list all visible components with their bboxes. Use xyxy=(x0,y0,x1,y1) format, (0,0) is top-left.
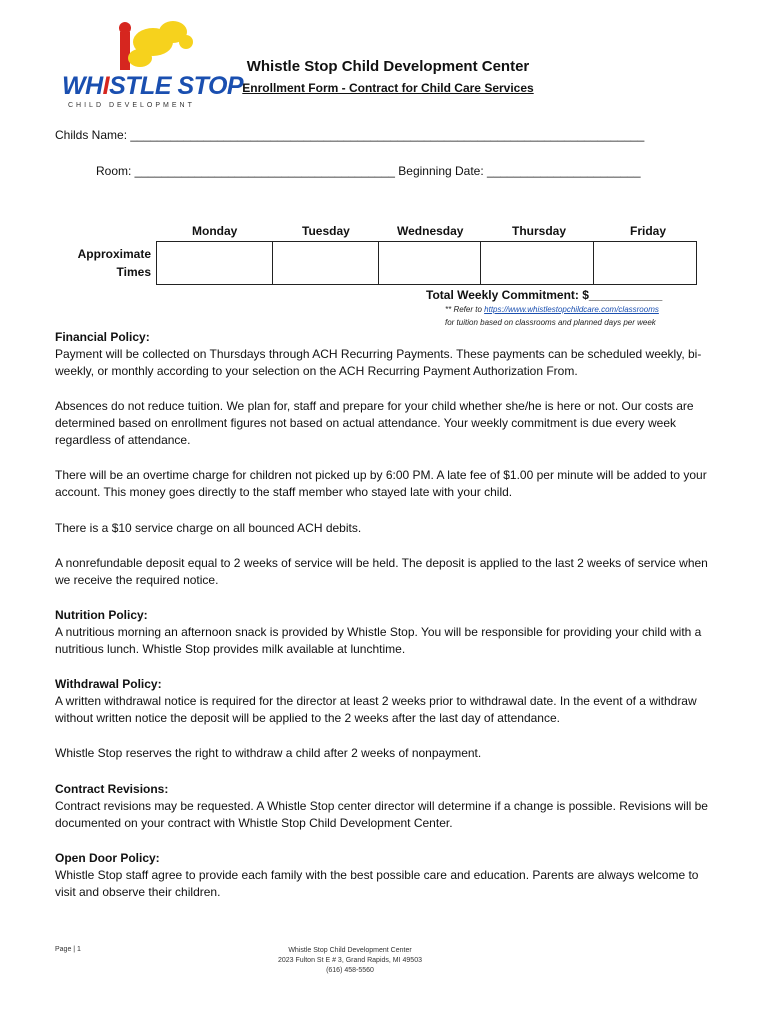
open-door-policy-section xyxy=(55,850,720,901)
financial-paragraph-3: There will be an overtime charge for children not picked up by 6:00 PM. A late fee of $1.00 per minute will be added to your account. This money goes directly to the staff member who stayed late with your child. xyxy=(55,468,707,499)
withdrawal-policy-section xyxy=(55,676,720,727)
note-prefix: ** Refer to xyxy=(445,305,485,314)
financial-paragraph-1: Payment will be collected on Thursdays through ACH Recurring Payments. These payments can be scheduled weekly, bi-weekly, or monthly according to your selection on the ACH Recurring Payment Authorization From. xyxy=(55,347,702,378)
financial-paragraph-4-block xyxy=(55,520,720,537)
document-title: Whistle Stop Child Development Center xyxy=(246,58,530,75)
whistle-stop-logo xyxy=(58,18,244,109)
day-tuesday: Tuesday xyxy=(302,224,350,238)
approximate-label: Approximate xyxy=(77,247,151,261)
logo-subtitle: CHILD DEVELOPMENT xyxy=(68,102,195,109)
monday-time-cell[interactable] xyxy=(157,242,273,285)
financial-policy-section xyxy=(55,329,720,380)
financial-policy-heading: Financial Policy: xyxy=(55,330,150,344)
footer-address xyxy=(235,946,465,976)
whistle-logo-icon xyxy=(58,18,208,78)
childs-name-field[interactable]: Childs Name: _____________________________________________________________________________ xyxy=(55,128,645,142)
day-wednesday: Wednesday xyxy=(397,224,464,238)
footer-line-1: Whistle Stop Child Development Center xyxy=(288,947,412,954)
wednesday-time-cell[interactable] xyxy=(379,242,481,285)
day-friday: Friday xyxy=(630,224,667,238)
thursday-time-cell[interactable] xyxy=(481,242,594,285)
approximate-times-label xyxy=(58,245,151,281)
financial-paragraph-5-block xyxy=(55,555,720,589)
total-value: : $___________ xyxy=(574,288,663,302)
schedule-table xyxy=(156,241,697,285)
page-number: Page | 1 xyxy=(55,946,81,953)
contract-revisions-heading: Contract Revisions: xyxy=(55,782,169,796)
tuition-note-line2: for tuition based on classrooms and planned days per week xyxy=(445,318,656,327)
financial-paragraph-2: Absences do not reduce tuition. We plan for, staff and prepare for your child whether she/he is here or not. Our costs are determined based on enrollment figures not based on actual attendance. Your weekly commitment is due every week regardless of attendance. xyxy=(55,399,694,447)
footer-line-3: (616) 458-5560 xyxy=(326,967,374,974)
revisions-paragraph-1: Contract revisions may be requested. A Whistle Stop center director will determine if a change is possible. Revisions will be documented on your contract with Whistle Stop Child Development Center. xyxy=(55,799,708,830)
contract-revisions-section xyxy=(55,781,720,832)
financial-paragraph-2-block xyxy=(55,398,720,449)
nutrition-paragraph-1: A nutritious morning an afternoon snack is provided by Whistle Stop. You will be responsible for providing your child with a nutritious lunch. Whistle Stop provides milk available at lunchtime. xyxy=(55,625,702,656)
friday-time-cell[interactable] xyxy=(594,242,697,285)
open-door-paragraph-1: Whistle Stop staff agree to provide each family with the best possible care and education. Parents are always welcome to visit and observe their children. xyxy=(55,868,699,899)
withdrawal-paragraph-2: Whistle Stop reserves the right to withdraw a child after 2 weeks of nonpayment. xyxy=(55,746,482,760)
classrooms-link[interactable]: https://www.whistlestopchildcare.com/classrooms xyxy=(484,305,659,314)
day-thursday: Thursday xyxy=(512,224,567,238)
open-door-policy-heading: Open Door Policy: xyxy=(55,851,160,865)
document-subtitle: Enrollment Form - Contract for Child Care Services xyxy=(242,81,534,95)
nutrition-policy-section xyxy=(55,607,720,658)
financial-paragraph-5: A nonrefundable deposit equal to 2 weeks of service will be held. The deposit is applied to the last 2 weeks of service when we receive the required notice. xyxy=(55,556,708,587)
total-label: Total Weekly Commitment xyxy=(426,288,575,302)
footer-line-2: 2023 Fulton St E # 3, Grand Rapids, MI 49503 xyxy=(278,957,422,964)
withdrawal-policy-heading: Withdrawal Policy: xyxy=(55,677,162,691)
total-weekly-commitment[interactable] xyxy=(426,288,662,302)
withdrawal-paragraph-1: A written withdrawal notice is required for the director at least 2 weeks prior to withdrawal date. In the event of a withdraw without written notice the deposit will be applied to the 2 weeks after the last day of attendance. xyxy=(55,694,697,725)
financial-paragraph-3-block xyxy=(55,467,720,501)
logo-wordmark: WHISTLE STOP xyxy=(62,72,244,100)
nutrition-policy-heading: Nutrition Policy: xyxy=(55,608,148,622)
withdrawal-paragraph-2-block xyxy=(55,745,720,762)
day-monday: Monday xyxy=(192,224,238,238)
tuition-note-line1 xyxy=(445,305,659,314)
times-label: Times xyxy=(116,265,151,279)
tuesday-time-cell[interactable] xyxy=(273,242,379,285)
financial-paragraph-4: There is a $10 service charge on all bounced ACH debits. xyxy=(55,521,362,535)
room-and-date-field[interactable]: Room: _______________________________________ Beginning Date: _______________________ xyxy=(96,164,641,178)
